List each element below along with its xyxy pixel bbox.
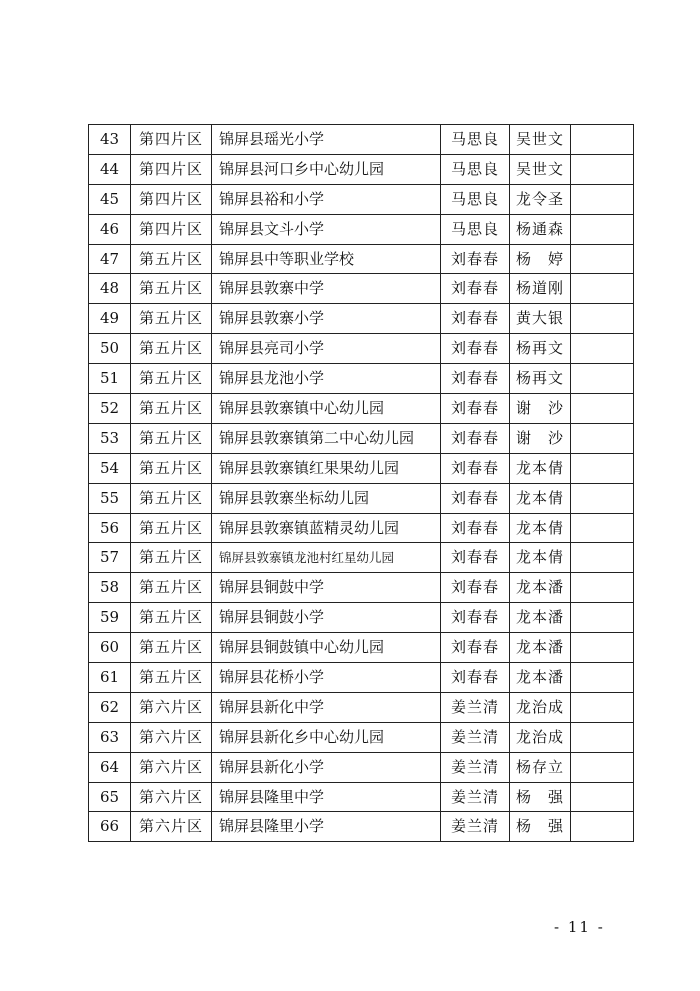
- leader-cell: 马思良: [441, 184, 510, 214]
- page-number: - 11 -: [554, 918, 605, 936]
- contact-person-cell: 杨通森: [510, 214, 571, 244]
- school-roster-table: [88, 124, 634, 842]
- school-name-cell: 锦屏县敦寨镇蓝精灵幼儿园: [212, 513, 441, 543]
- leader-cell: 刘春春: [441, 364, 510, 394]
- school-name-cell: 锦屏县隆里小学: [212, 812, 441, 842]
- table-row: [89, 154, 634, 184]
- district-cell: 第五片区: [131, 453, 212, 483]
- school-name-cell: 锦屏县瑶光小学: [212, 125, 441, 155]
- table-row: [89, 543, 634, 573]
- note-cell: [571, 304, 634, 334]
- contact-person-cell: 杨 强: [510, 782, 571, 812]
- table-row: [89, 663, 634, 693]
- note-cell: [571, 603, 634, 633]
- contact-person-cell: 龙令圣: [510, 184, 571, 214]
- note-cell: [571, 483, 634, 513]
- row-number: 54: [89, 453, 131, 483]
- district-cell: 第五片区: [131, 274, 212, 304]
- note-cell: [571, 782, 634, 812]
- leader-cell: 刘春春: [441, 603, 510, 633]
- school-name-cell: 锦屏县新化乡中心幼儿园: [212, 722, 441, 752]
- leader-cell: 刘春春: [441, 244, 510, 274]
- note-cell: [571, 692, 634, 722]
- leader-cell: 马思良: [441, 125, 510, 155]
- table-row: [89, 214, 634, 244]
- contact-person-cell: 谢 沙: [510, 423, 571, 453]
- note-cell: [571, 812, 634, 842]
- table-row: [89, 513, 634, 543]
- school-name-cell: 锦屏县铜鼓小学: [212, 603, 441, 633]
- school-name-cell: 锦屏县敦寨镇第二中心幼儿园: [212, 423, 441, 453]
- table-row: [89, 573, 634, 603]
- table-row: [89, 364, 634, 394]
- table-row: [89, 752, 634, 782]
- table-row: [89, 244, 634, 274]
- school-name-cell: 锦屏县亮司小学: [212, 334, 441, 364]
- school-name-cell: 锦屏县中等职业学校: [212, 244, 441, 274]
- district-cell: 第五片区: [131, 513, 212, 543]
- school-name-cell: 锦屏县铜鼓中学: [212, 573, 441, 603]
- contact-person-cell: 杨再文: [510, 364, 571, 394]
- contact-person-cell: 杨 强: [510, 812, 571, 842]
- school-name-cell: 锦屏县新化中学: [212, 692, 441, 722]
- district-cell: 第五片区: [131, 603, 212, 633]
- note-cell: [571, 394, 634, 424]
- row-number: 55: [89, 483, 131, 513]
- district-cell: 第四片区: [131, 184, 212, 214]
- note-cell: [571, 573, 634, 603]
- note-cell: [571, 453, 634, 483]
- leader-cell: 姜兰清: [441, 782, 510, 812]
- district-cell: 第五片区: [131, 633, 212, 663]
- district-cell: 第四片区: [131, 125, 212, 155]
- leader-cell: 刘春春: [441, 334, 510, 364]
- note-cell: [571, 274, 634, 304]
- leader-cell: 刘春春: [441, 513, 510, 543]
- leader-cell: 刘春春: [441, 274, 510, 304]
- note-cell: [571, 633, 634, 663]
- table-row: [89, 633, 634, 663]
- table-row: [89, 125, 634, 155]
- leader-cell: 刘春春: [441, 423, 510, 453]
- contact-person-cell: 龙本潘: [510, 603, 571, 633]
- contact-person-cell: 龙治成: [510, 692, 571, 722]
- contact-person-cell: 吴世文: [510, 154, 571, 184]
- note-cell: [571, 334, 634, 364]
- leader-cell: 刘春春: [441, 483, 510, 513]
- contact-person-cell: 龙本倩: [510, 453, 571, 483]
- contact-person-cell: 龙本倩: [510, 483, 571, 513]
- contact-person-cell: 杨 婷: [510, 244, 571, 274]
- row-number: 44: [89, 154, 131, 184]
- leader-cell: 姜兰清: [441, 812, 510, 842]
- leader-cell: 刘春春: [441, 663, 510, 693]
- row-number: 45: [89, 184, 131, 214]
- leader-cell: 刘春春: [441, 394, 510, 424]
- leader-cell: 姜兰清: [441, 752, 510, 782]
- table-row: [89, 274, 634, 304]
- note-cell: [571, 423, 634, 453]
- contact-person-cell: 龙本潘: [510, 633, 571, 663]
- school-name-cell: 锦屏县敦寨镇龙池村红星幼儿园: [212, 543, 441, 573]
- note-cell: [571, 244, 634, 274]
- row-number: 46: [89, 214, 131, 244]
- contact-person-cell: 龙本倩: [510, 543, 571, 573]
- table-row: [89, 304, 634, 334]
- table-row: [89, 423, 634, 453]
- leader-cell: 刘春春: [441, 304, 510, 334]
- district-cell: 第五片区: [131, 244, 212, 274]
- row-number: 64: [89, 752, 131, 782]
- district-cell: 第五片区: [131, 423, 212, 453]
- note-cell: [571, 752, 634, 782]
- contact-person-cell: 龙本潘: [510, 573, 571, 603]
- contact-person-cell: 杨再文: [510, 334, 571, 364]
- table-row: [89, 334, 634, 364]
- table-row: [89, 453, 634, 483]
- table-row: [89, 184, 634, 214]
- district-cell: 第六片区: [131, 752, 212, 782]
- district-cell: 第六片区: [131, 812, 212, 842]
- table-row: [89, 394, 634, 424]
- row-number: 63: [89, 722, 131, 752]
- leader-cell: 刘春春: [441, 573, 510, 603]
- district-cell: 第五片区: [131, 483, 212, 513]
- leader-cell: 刘春春: [441, 453, 510, 483]
- district-cell: 第六片区: [131, 722, 212, 752]
- leader-cell: 姜兰清: [441, 722, 510, 752]
- table-row: [89, 782, 634, 812]
- contact-person-cell: 龙治成: [510, 722, 571, 752]
- note-cell: [571, 513, 634, 543]
- roster-body: [89, 125, 634, 842]
- district-cell: 第五片区: [131, 304, 212, 334]
- contact-person-cell: 杨存立: [510, 752, 571, 782]
- row-number: 66: [89, 812, 131, 842]
- school-name-cell: 锦屏县隆里中学: [212, 782, 441, 812]
- contact-person-cell: 谢 沙: [510, 394, 571, 424]
- school-name-cell: 锦屏县敦寨中学: [212, 274, 441, 304]
- district-cell: 第五片区: [131, 394, 212, 424]
- contact-person-cell: 杨道刚: [510, 274, 571, 304]
- district-cell: 第四片区: [131, 214, 212, 244]
- contact-person-cell: 黄大银: [510, 304, 571, 334]
- table-row: [89, 692, 634, 722]
- note-cell: [571, 663, 634, 693]
- leader-cell: 刘春春: [441, 543, 510, 573]
- row-number: 47: [89, 244, 131, 274]
- row-number: 59: [89, 603, 131, 633]
- row-number: 58: [89, 573, 131, 603]
- row-number: 53: [89, 423, 131, 453]
- school-name-cell: 锦屏县敦寨小学: [212, 304, 441, 334]
- school-name-cell: 锦屏县文斗小学: [212, 214, 441, 244]
- leader-cell: 马思良: [441, 154, 510, 184]
- school-name-cell: 锦屏县铜鼓镇中心幼儿园: [212, 633, 441, 663]
- district-cell: 第六片区: [131, 782, 212, 812]
- school-name-cell: 锦屏县敦寨镇中心幼儿园: [212, 394, 441, 424]
- row-number: 49: [89, 304, 131, 334]
- district-cell: 第四片区: [131, 154, 212, 184]
- table-row: [89, 483, 634, 513]
- leader-cell: 姜兰清: [441, 692, 510, 722]
- note-cell: [571, 722, 634, 752]
- district-cell: 第五片区: [131, 334, 212, 364]
- note-cell: [571, 543, 634, 573]
- leader-cell: 马思良: [441, 214, 510, 244]
- district-cell: 第五片区: [131, 543, 212, 573]
- school-name-cell: 锦屏县敦寨坐标幼儿园: [212, 483, 441, 513]
- table-row: [89, 812, 634, 842]
- contact-person-cell: 吴世文: [510, 125, 571, 155]
- row-number: 60: [89, 633, 131, 663]
- contact-person-cell: 龙本潘: [510, 663, 571, 693]
- row-number: 57: [89, 543, 131, 573]
- note-cell: [571, 364, 634, 394]
- district-cell: 第五片区: [131, 663, 212, 693]
- row-number: 43: [89, 125, 131, 155]
- leader-cell: 刘春春: [441, 633, 510, 663]
- row-number: 50: [89, 334, 131, 364]
- school-name-cell: 锦屏县裕和小学: [212, 184, 441, 214]
- school-name-cell: 锦屏县花桥小学: [212, 663, 441, 693]
- school-name-cell: 锦屏县敦寨镇红果果幼儿园: [212, 453, 441, 483]
- note-cell: [571, 154, 634, 184]
- row-number: 52: [89, 394, 131, 424]
- table-row: [89, 722, 634, 752]
- row-number: 56: [89, 513, 131, 543]
- district-cell: 第五片区: [131, 364, 212, 394]
- note-cell: [571, 125, 634, 155]
- row-number: 65: [89, 782, 131, 812]
- contact-person-cell: 龙本倩: [510, 513, 571, 543]
- row-number: 61: [89, 663, 131, 693]
- district-cell: 第六片区: [131, 692, 212, 722]
- note-cell: [571, 184, 634, 214]
- row-number: 48: [89, 274, 131, 304]
- school-name-cell: 锦屏县河口乡中心幼儿园: [212, 154, 441, 184]
- row-number: 51: [89, 364, 131, 394]
- school-name-cell: 锦屏县新化小学: [212, 752, 441, 782]
- row-number: 62: [89, 692, 131, 722]
- table-row: [89, 603, 634, 633]
- district-cell: 第五片区: [131, 573, 212, 603]
- school-name-cell: 锦屏县龙池小学: [212, 364, 441, 394]
- note-cell: [571, 214, 634, 244]
